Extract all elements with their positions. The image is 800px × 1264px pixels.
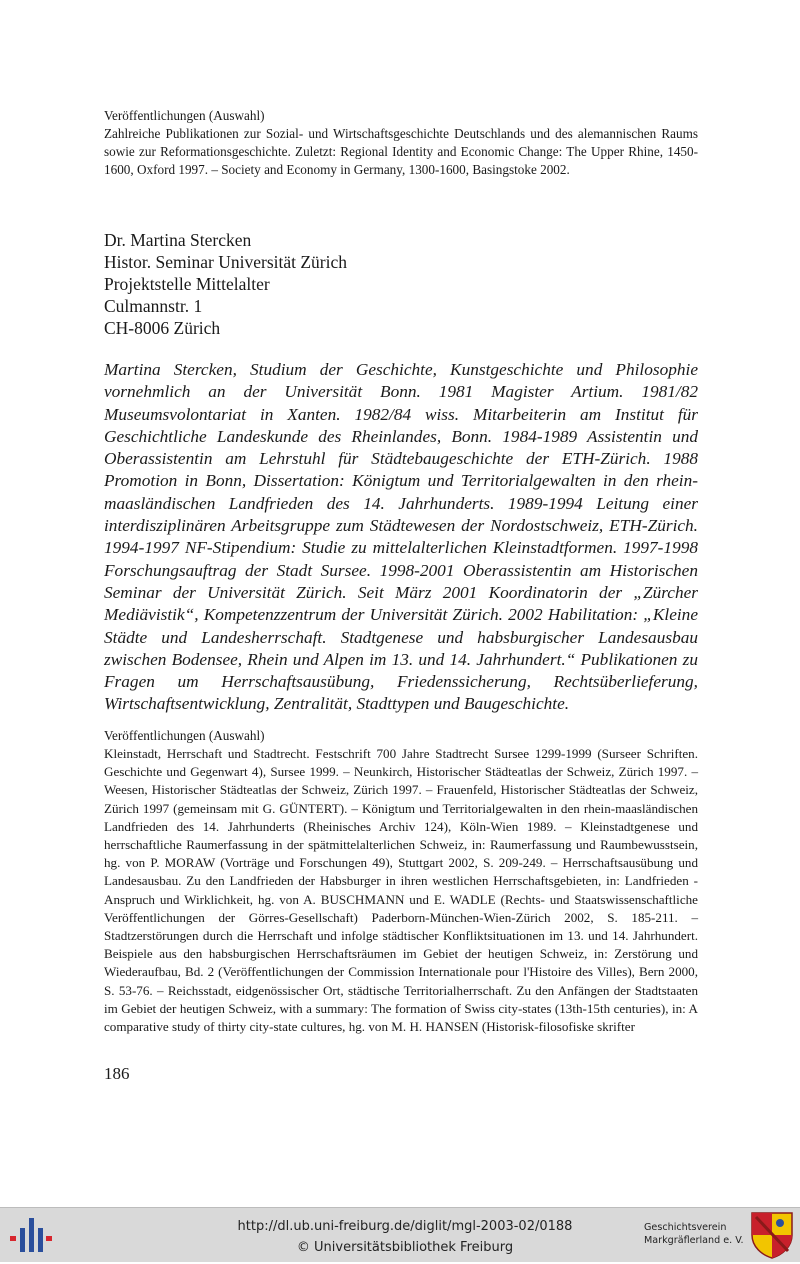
author-city: CH-8006 Zürich [104, 318, 221, 338]
coat-of-arms-icon [750, 1211, 794, 1259]
society-line-2: Markgräflerland e. V. [644, 1235, 744, 1246]
copyright-text: © Universitätsbibliothek Freiburg [296, 1240, 514, 1255]
document-url[interactable]: http://dl.ub.uni-freiburg.de/diglit/mgl-2003-02/0188 [237, 1219, 573, 1234]
section-text: Zahlreiche Publikationen zur Sozial- und Wirtschaftsgeschichte Deutschlands und des alemannischen Raums sowie zur Reformationsgeschichte. Zuletzt: Regional Identity and Economic Change: The Upper Rhine, 1450-1600, Oxford 1997. – Society and Economy in Germany, 1300-1600, Basingstoke 2002. [104, 126, 698, 177]
society-line-1: Geschichtsverein [644, 1222, 727, 1233]
author-street: Culmannstr. 1 [104, 296, 203, 316]
publications-heading: Veröffentlichungen (Auswahl) [104, 728, 265, 743]
author-address [104, 229, 504, 339]
viewer-footer [0, 1207, 800, 1262]
author-biography: Martina Stercken, Studium der Geschichte, Kunstgeschichte und Philosophie vornehmlich an der Universität Bonn. 1981 Magister Artium. 1981/82 Museumsvolontariat in Xanten. 1982/84 wiss. Mitarbeiterin am Institut für Geschichtliche Landeskunde des Rheinlandes, Bonn. 1984-1989 Assistentin und Oberassistentin am Lehrstuhl für Städtebaugeschichte der ETH-Zürich. 1988 Promotion in Bonn, Dissertation: Königtum und Territorialgewalten in den rhein-maasländischen Landfrieden des 14. Jahrhunderts. 1989-1994 Leitung einer interdisziplinären Arbeitsgruppe zum Städtewesen der Nordostschweiz, ETH-Zürich. 1994-1997 NF-Stipendium: Studie zu mittelalterlichen Kleinstadtformen. 1997-1998 Forschungsauftrag der Stadt Sursee. 1998-2001 Oberassistentin am Historischen Seminar der Universität Zürich. Seit März 2001 Koordinatorin der „Zürcher Mediävistik“, Kompetenzzentrum der Universität Zürich. 2002 Habilitation: „Kleine Städte und Landesherrschaft. Stadtgenese und habsburgischer Landesausbau zwischen Bodensee, Rhein und Alpen im 13. und 14. Jahrhundert.“ Publikationen zu Fragen um Herrschaftsausübung, Friedenssicherung, Rechtsüberlieferung, Wirtschaftsentwicklung, Zentralität, Stadttypen und Baugeschichte. [104, 360, 698, 714]
publications-text: Kleinstadt, Herrschaft und Stadtrecht. Festschrift 700 Jahre Stadtrecht Sursee 1299-1999 (Surseer Schriften. Geschichte und Gegenwart 4), Sursee 1999. – Neunkirch, Historischer Städteatlas der Schweiz, Zürich 1997. – Weesen, Historischer Städteatlas der Schweiz, Zürich 1997. – Frauenfeld, Historischer Städteatlas der Schweiz, Zürich 1997 (gemeinsam mit G. GÜNTERT). – Königtum und Territorialgewalten in den rhein-maasländischen Landfrieden des 14. Jahrhunderts (Rheinisches Archiv 124), Köln-Wien 1989. – Kleinstadtgenese und herrschaftliche Raumerfassung in der spätmittelalterlichen Schweiz, in: Raumerfassung und Raumbewusstsein, hg. von P. MORAW (Vorträge und Forschungen 49), Stuttgart 2002, S. 209-249. – Herrschaftsausübung und Landesausbau. Zu den Landfrieden der Habsburger in ihren westlichen Herrschaftsgebieten, in: Landfrieden - Anspruch und Wirklichkeit, hg. von A. BUSCHMANN und E. WADLE (Rechts- und Staatswissenschaftliche Veröffentlichungen der Görres-Gesellschaft) Paderborn-München-Wien-Zürich 2002, S. 185-211. – Stadtzerstörungen durch die Herrschaft und infolge städtischer Konfliktsituationen im 13. und 14. Jahrhundert. Beispiele aus den habsburgischen Herrschaftsräumen im Gebiet der heutigen Schweiz, in: Zerstörung und Wiederaufbau, Bd. 2 (Veröffentlichungen der Commission Internationale pour l'Histoire des Villes), Bern 2000, S. 53-76. – Reichsstadt, eidgenössischer Ort, städtische Territorialherrschaft. Zu den Anfängen der Stadtstaaten im Gebiet der heutigen Schweiz, with a summary: The formation of Swiss city-states (13th-15th centuries), in: A comparative study of thirty city-state cultures, hg. von M. H. HANSEN (Historisk-filosofiske skrifter [104, 746, 698, 1035]
page-number: 186 [104, 1064, 130, 1083]
publications-section-top [104, 107, 698, 179]
section-heading: Veröffentlichungen (Auswahl) [104, 108, 265, 123]
author-department: Projektstelle Mittelalter [104, 274, 270, 294]
footer-info [170, 1216, 640, 1258]
publications-section [104, 727, 698, 1036]
author-name: Dr. Martina Stercken [104, 230, 252, 250]
society-name [644, 1221, 748, 1247]
author-institute: Histor. Seminar Universität Zürich [104, 252, 348, 272]
freiburg-library-logo-icon[interactable] [10, 1214, 52, 1256]
